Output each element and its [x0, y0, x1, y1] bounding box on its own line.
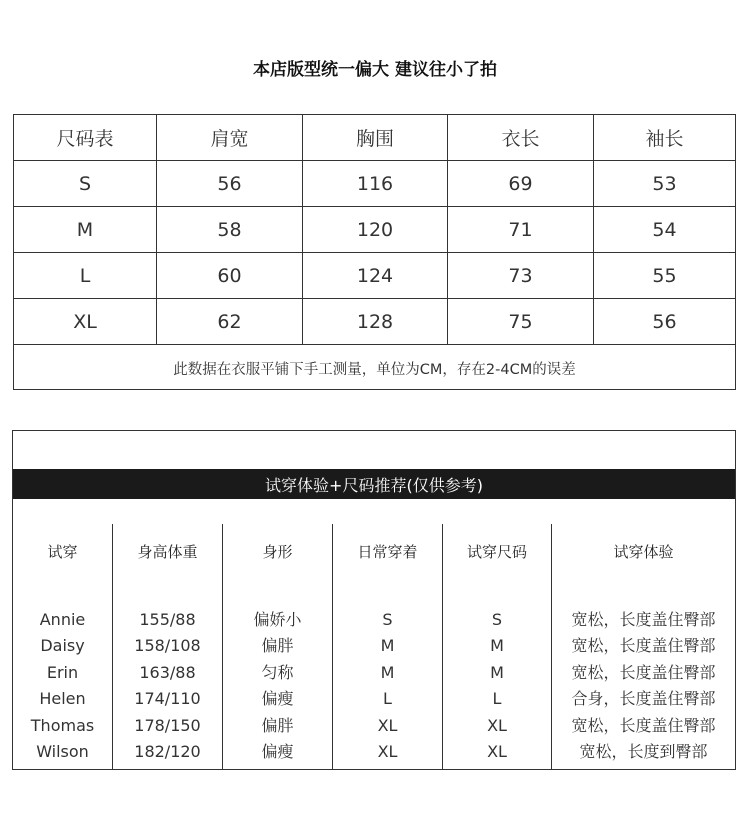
tried-size: M	[490, 662, 504, 682]
size-cell: XL	[14, 299, 157, 344]
height-weight: 163/88	[139, 662, 196, 682]
size-cell: 62	[157, 299, 303, 344]
fit-feedback: 宽松，长度到臀部	[579, 741, 708, 761]
height-weight: 155/88	[139, 610, 196, 629]
fit-feedback: 宽松，长度盖住臀部	[571, 662, 716, 682]
try-header-cell: 试穿	[47, 543, 78, 561]
tester-name: Wilson	[36, 741, 89, 761]
body-shape: 偏胖	[261, 715, 294, 735]
try-header-cell: 试穿尺码	[466, 543, 527, 561]
try-on-table	[12, 430, 736, 770]
size-header-cell: 尺码表	[14, 115, 157, 160]
size-cell: 55	[652, 264, 677, 287]
size-header-cell: 胸围	[303, 115, 448, 160]
size-cell: 60	[157, 253, 303, 298]
tester-name: Daisy	[40, 636, 85, 656]
table-row	[14, 161, 735, 207]
table-row	[14, 207, 735, 253]
size-cell: S	[14, 161, 157, 206]
fit-feedback: 合身，长度盖住臀部	[571, 689, 716, 709]
size-cell: 128	[303, 299, 448, 344]
measurement-note: 此数据在衣服平铺下手工测量，单位为CM，存在2-4CM的误差	[173, 361, 576, 378]
fit-feedback: 宽松，长度盖住臀部	[571, 610, 716, 629]
tried-size: XL	[487, 741, 507, 761]
tester-name: Annie	[39, 610, 86, 629]
column-daily-size	[333, 607, 442, 765]
body-shape: 偏瘦	[261, 741, 294, 761]
body-shape: 偏瘦	[261, 689, 294, 709]
size-cell: 75	[448, 299, 594, 344]
tried-size: M	[490, 636, 504, 656]
table-row	[14, 299, 735, 345]
tester-name: Thomas	[30, 715, 95, 735]
daily-size: L	[383, 689, 392, 709]
table-row	[14, 253, 735, 299]
size-cell: 69	[448, 161, 594, 206]
size-cell: 116	[303, 161, 448, 206]
size-header-cell: 袖长	[645, 128, 684, 150]
height-weight: 178/150	[134, 715, 201, 735]
size-cell: 58	[157, 207, 303, 252]
size-cell: 71	[448, 207, 594, 252]
column-body-shape	[223, 607, 332, 765]
try-header-cell: 身高体重	[137, 543, 198, 561]
daily-size: M	[380, 636, 395, 656]
size-cell: 54	[652, 218, 677, 241]
daily-size: S	[382, 610, 393, 629]
size-header-cell: 肩宽	[157, 115, 303, 160]
height-weight: 174/110	[134, 689, 201, 709]
column-fit-feedback	[552, 607, 735, 765]
fit-feedback: 宽松，长度盖住臀部	[571, 715, 716, 735]
size-cell: 73	[448, 253, 594, 298]
fit-feedback: 宽松，长度盖住臀部	[571, 636, 716, 656]
page-headline: 本店版型统一偏大 建议往小了拍	[253, 60, 497, 80]
tester-name: Erin	[46, 662, 79, 682]
size-cell: 53	[652, 172, 677, 195]
tried-size: L	[492, 689, 502, 709]
height-weight: 158/108	[134, 636, 201, 656]
size-cell: 56	[652, 310, 677, 333]
daily-size: XL	[377, 715, 398, 735]
try-on-title-bar: 试穿体验+尺码推荐(仅供参考)	[13, 469, 735, 499]
try-header-cell: 身形	[262, 543, 293, 561]
tester-name: Helen	[39, 689, 86, 709]
column-tried-size	[443, 607, 551, 765]
size-cell: L	[14, 253, 157, 298]
body-shape: 偏娇小	[253, 610, 302, 629]
size-cell: 56	[157, 161, 303, 206]
size-header-cell: 衣长	[448, 115, 594, 160]
daily-size: M	[380, 662, 395, 682]
body-shape: 匀称	[261, 662, 294, 682]
tried-size: XL	[487, 715, 507, 735]
column-tester	[13, 607, 112, 765]
size-chart-table	[13, 114, 736, 390]
try-header-cell: 试穿体验	[613, 543, 674, 561]
height-weight: 182/120	[134, 741, 201, 761]
size-cell: 120	[303, 207, 448, 252]
daily-size: XL	[377, 741, 398, 761]
column-height-weight	[113, 607, 222, 765]
size-cell: M	[14, 207, 157, 252]
tried-size: S	[491, 610, 503, 629]
size-cell: 124	[303, 253, 448, 298]
try-header-cell: 日常穿着	[357, 543, 418, 561]
body-shape: 偏胖	[261, 636, 294, 656]
size-chart-header-row	[14, 115, 735, 161]
